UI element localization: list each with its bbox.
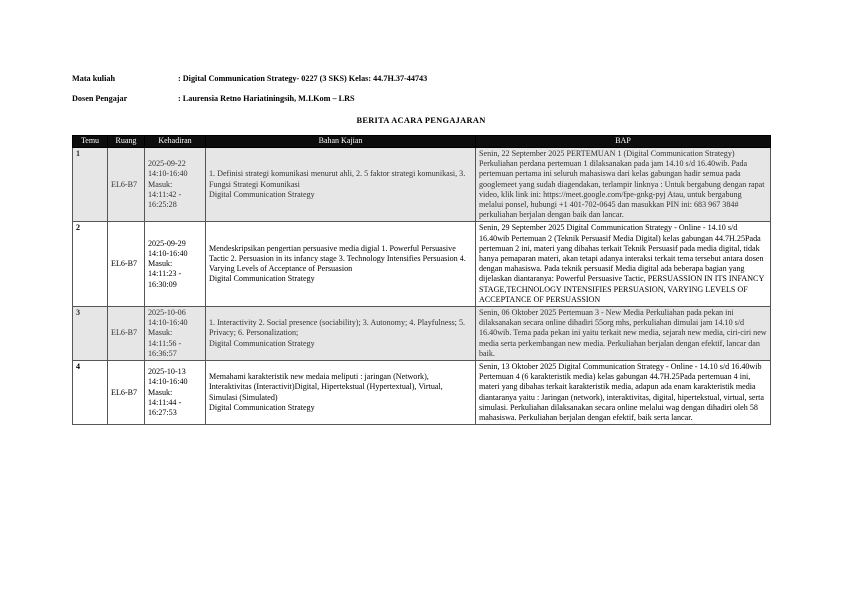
- cell-ruang: EL6-B7: [108, 148, 145, 222]
- cell-temu: 3: [73, 307, 108, 361]
- cell-kehadiran: 2025-10-13 14:10-16:40 Masuk: 14:11:44 - 16:27:53: [145, 361, 206, 425]
- table-header-row: [73, 136, 771, 148]
- cell-kehadiran: 2025-09-22 14:10-16:40 Masuk: 14:11:42 - 16:25:28: [145, 148, 206, 222]
- page-title: BERITA ACARA PENGAJARAN: [356, 116, 486, 125]
- cell-ruang: EL6-B7: [108, 222, 145, 307]
- col-header-bahan-kajian: Bahan Kajian: [206, 136, 476, 148]
- table-row: [73, 361, 771, 425]
- table-row: [73, 222, 771, 307]
- cell-bap: Senin, 29 September 2025 Digital Communication Strategy - Online - 14.10 s/d 16.40wib Pertemuan 2 (Teknik Persuasif Media Digital) kelas gabungan 44.7H.25Pada pertemuan 2 ini, materi yang dibahas terkait Teknik Persuasif pada media digital, tidak hanya pemaparan materi, akan tetapi adanya interaksi terkait tema tersebut antara dosen dengan mahasiswa. Pada teknik persuasif Media digital ada beberapa bagian yang dijelaskan diantaranya: Powerful Persuasive Tactic, PERSUASSION IN ITS INFANCY STAGE,TECHNOLOGY INTENSIFIES PERSUASION, VARYING LEVELS OF ACCEPTANCE OF PERSUASSION: [476, 222, 771, 307]
- table-row: [73, 307, 771, 361]
- dosen-value: : Laurensia Retno Hariatiningsih, M.I.Kom – LRS: [178, 94, 355, 103]
- dosen-label: Dosen Pengajar: [72, 94, 128, 103]
- cell-bahan-kajian: Mendeskripsikan pengertian persuasive media digial 1. Powerful Persuasive Tactic 2. Persuasion in its infancy stage 3. Technology Intensifies Persuasion 4. Varying Levels of Acceptance of Persuasion Digital Communication Strategy: [206, 222, 476, 307]
- cell-kehadiran: 2025-09-29 14:10-16:40 Masuk: 14:11:23 - 16:30:09: [145, 222, 206, 307]
- bap-table: [72, 135, 771, 425]
- cell-ruang: EL6-B7: [108, 307, 145, 361]
- cell-bahan-kajian: 1. Definisi strategi komunikasi menurut ahli, 2. 5 faktor strategi komunikasi, 3. Fungsi Strategi Komunikasi Digital Communication Strategy: [206, 148, 476, 222]
- cell-temu: 4: [73, 361, 108, 425]
- cell-bap: Senin, 13 Oktober 2025 Digital Communication Strategy - Online - 14.10 s/d 16.40wib Pertemuan 4 (6 karakteristik media) kelas gabungan 44.7H.25Pada pertemuan 4 ini, materi yang dibahas terkait karakteristik media, adapun ada enam karakteristik media diantaranya yaitu : Jaringan (network), interaktivitas, digital, hipertekstual, virtual, serta simulasi. Perkuliahan dilaksanakan secara online melalui wag dengan dihadiri oleh 58 mahasiswa. Perkuliahan berjalan dengan efektif, baik serta lancar.: [476, 361, 771, 425]
- cell-bap: Senin, 06 Oktober 2025 Pertemuan 3 - New Media Perkuliahan pada pekan ini dilaksanakan secara online dihadiri 55org mhs, perkuliahan dimulai jam 14.10 s/d 16.40wib. Tema pada pekan ini yaitu terkait new media, sejarah new media, ciri-ciri new media serta perkembangan new media. Perkuliahan berjalan dengan efektif, lancar dan baik.: [476, 307, 771, 361]
- col-header-bap: BAP: [476, 136, 771, 148]
- cell-bap: Senin, 22 September 2025 PERTEMUAN 1 (Digital Communication Strategy) Perkuliahan perdana pertemuan 1 dilaksanakan pada jam 14.10 s/d 16.40wib. Pada pertemuan pertama ini seluruh mahasiswa dari kelas gabungan hadir semua pada googlemeet yang sudah diagendakan, terlampir linknya : Untuk bergabung dengan rapat video, klik link ini: https://meet.google.com/fpe-gnkg-pyj Atau, untuk bergabung melalui ponsel, hubungi +1 401-702-0645 dan masukkan PIN ini: 683 967 384# perkuliahan berjalan dengan baik dan lancar.: [476, 148, 771, 222]
- table-body: [73, 148, 771, 425]
- cell-temu: 1: [73, 148, 108, 222]
- table-row: [73, 148, 771, 222]
- cell-bahan-kajian: 1. Interactivity 2. Social presence (sociability); 3. Autonomy; 4. Playfulness; 5. Privacy; 6. Personalization; Digital Communication Strategy: [206, 307, 476, 361]
- cell-kehadiran: 2025-10-06 14:10-16:40 Masuk: 14:11:56 - 16:36:57: [145, 307, 206, 361]
- cell-temu: 2: [73, 222, 108, 307]
- mata-kuliah-label: Mata kuliah: [72, 74, 115, 83]
- col-header-kehadiran: Kehadiran: [145, 136, 206, 148]
- mata-kuliah-value: : Digital Communication Strategy- 0227 (3 SKS) Kelas: 44.7H.37-44743: [178, 74, 428, 83]
- cell-bahan-kajian: Memahami karakteristik new medaia meliputi : jaringan (Network), Interaktivitas (Interactivit)Digital, Hipertekstual (Hypertextual), Virtual, Simulasi (Simulated) Digital Communication Strategy: [206, 361, 476, 425]
- cell-ruang: EL6-B7: [108, 361, 145, 425]
- col-header-ruang: Ruang: [108, 136, 145, 148]
- col-header-temu: Temu: [73, 136, 108, 148]
